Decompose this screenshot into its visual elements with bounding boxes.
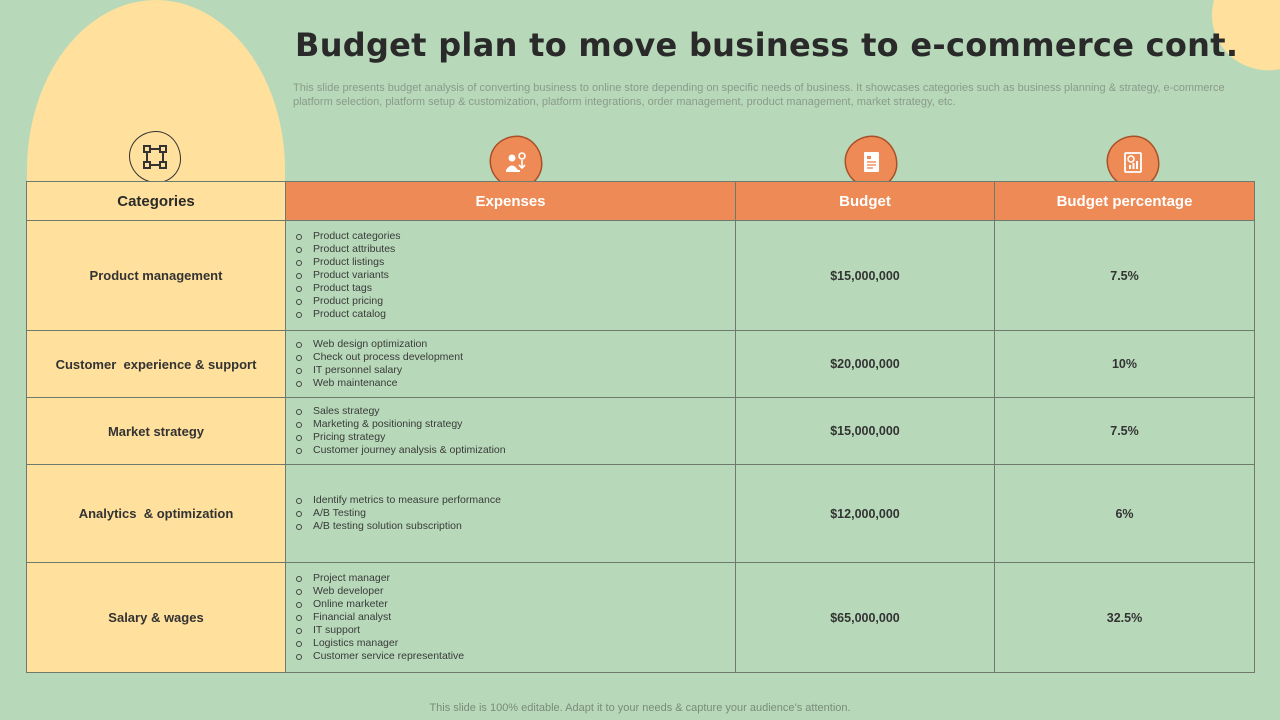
expenses-cell bbox=[286, 465, 736, 563]
footer-note: This slide is 100% editable. Adapt it to your needs & capture your audience’s attention. bbox=[429, 702, 851, 714]
expense-item: Project manager bbox=[296, 572, 735, 585]
expense-list bbox=[296, 230, 735, 321]
expense-list bbox=[296, 572, 735, 663]
table-row bbox=[27, 398, 1255, 465]
header-budget-percentage: Budget percentage bbox=[995, 182, 1255, 221]
table-row bbox=[27, 563, 1255, 673]
percentage-cell: 32.5% bbox=[995, 563, 1255, 673]
percentage-cell: 6% bbox=[995, 465, 1255, 563]
category-cell: Market strategy bbox=[27, 398, 286, 465]
expense-item: Product variants bbox=[296, 269, 735, 282]
category-cell: Analytics & optimization bbox=[27, 465, 286, 563]
table-header-row bbox=[27, 182, 1255, 221]
page-title: Budget plan to move business to e-commerce cont. bbox=[295, 26, 1239, 64]
expenses-cell bbox=[286, 563, 736, 673]
expense-item: Sales strategy bbox=[296, 405, 735, 418]
expense-item: Customer journey analysis & optimization bbox=[296, 444, 735, 457]
expense-item: IT personnel salary bbox=[296, 364, 735, 377]
expense-item: Product attributes bbox=[296, 243, 735, 256]
person-money-icon bbox=[491, 137, 541, 187]
report-chart-icon bbox=[1108, 137, 1158, 187]
category-cell: Salary & wages bbox=[27, 563, 286, 673]
expense-item: A/B Testing bbox=[296, 507, 735, 520]
expense-item: IT support bbox=[296, 624, 735, 637]
percentage-cell: 7.5% bbox=[995, 221, 1255, 331]
page-subtitle: This slide presents budget analysis of converting business to online store depending on specific needs of business. It showcases categories such as business planning & strategy, e-commerce platform selection, platform setup & customization, platform integrations, order management, product management, market strategy, etc. bbox=[293, 82, 1225, 108]
expense-item: Customer service representative bbox=[296, 650, 735, 663]
table-row bbox=[27, 465, 1255, 563]
expense-item: Product tags bbox=[296, 282, 735, 295]
expense-item: Pricing strategy bbox=[296, 431, 735, 444]
header-expenses: Expenses bbox=[286, 182, 736, 221]
budget-cell: $12,000,000 bbox=[736, 465, 995, 563]
expense-item: Product pricing bbox=[296, 295, 735, 308]
percentage-cell: 10% bbox=[995, 331, 1255, 398]
expense-list bbox=[296, 338, 735, 390]
expense-item: Product listings bbox=[296, 256, 735, 269]
expense-item: Product categories bbox=[296, 230, 735, 243]
expense-item: A/B testing solution subscription bbox=[296, 520, 735, 533]
expenses-cell bbox=[286, 331, 736, 398]
expense-item: Web developer bbox=[296, 585, 735, 598]
header-categories: Categories bbox=[27, 182, 286, 221]
expense-item: Marketing & positioning strategy bbox=[296, 418, 735, 431]
budget-cell: $20,000,000 bbox=[736, 331, 995, 398]
category-cell: Product management bbox=[27, 221, 286, 331]
expense-item: Online marketer bbox=[296, 598, 735, 611]
expense-list bbox=[296, 494, 735, 533]
header-budget: Budget bbox=[736, 182, 995, 221]
network-nodes-icon bbox=[129, 131, 181, 183]
percentage-cell: 7.5% bbox=[995, 398, 1255, 465]
category-cell: Customer experience & support bbox=[27, 331, 286, 398]
budget-cell: $15,000,000 bbox=[736, 398, 995, 465]
budget-table bbox=[26, 181, 1255, 673]
expenses-cell bbox=[286, 398, 736, 465]
expense-item: Check out process development bbox=[296, 351, 735, 364]
expenses-cell bbox=[286, 221, 736, 331]
invoice-document-icon bbox=[846, 137, 896, 187]
expense-item: Web maintenance bbox=[296, 377, 735, 390]
table-row bbox=[27, 221, 1255, 331]
budget-cell: $65,000,000 bbox=[736, 563, 995, 673]
expense-item: Financial analyst bbox=[296, 611, 735, 624]
table-row bbox=[27, 331, 1255, 398]
expense-item: Logistics manager bbox=[296, 637, 735, 650]
budget-cell: $15,000,000 bbox=[736, 221, 995, 331]
expense-item: Identify metrics to measure performance bbox=[296, 494, 735, 507]
expense-list bbox=[296, 405, 735, 457]
expense-item: Product catalog bbox=[296, 308, 735, 321]
expense-item: Web design optimization bbox=[296, 338, 735, 351]
